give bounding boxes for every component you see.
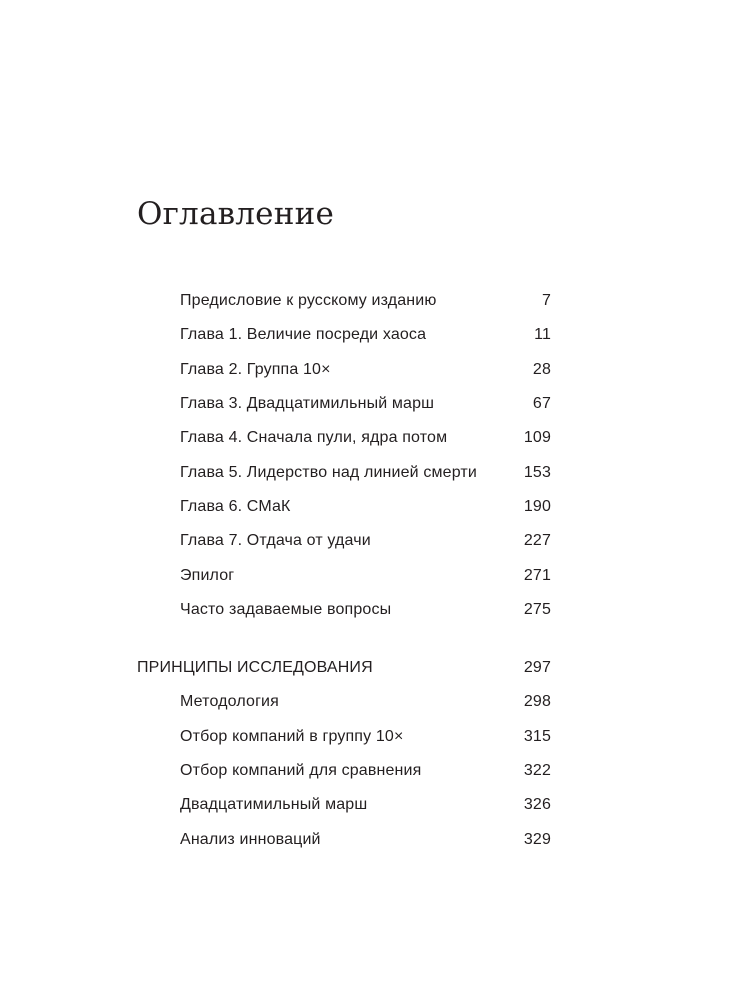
toc-entry-label: Глава 7. Отдача от удачи bbox=[180, 532, 371, 549]
toc-entry-page: 275 bbox=[523, 601, 551, 618]
toc-entry bbox=[180, 323, 551, 347]
toc-entry bbox=[180, 426, 551, 450]
toc-entry-page: 7 bbox=[541, 292, 551, 309]
toc-section-heading bbox=[137, 656, 551, 680]
toc-subentry-page: 329 bbox=[523, 831, 551, 848]
toc-section-label: ПРИНЦИПЫ ИССЛЕДОВАНИЯ bbox=[137, 659, 373, 676]
toc-entry bbox=[180, 564, 551, 588]
toc-entry-label: Глава 4. Сначала пули, ядра потом bbox=[180, 429, 448, 446]
toc-section-page: 297 bbox=[523, 659, 551, 676]
toc-entry bbox=[180, 461, 551, 485]
toc-entry-page: 153 bbox=[523, 464, 551, 481]
toc-entry-label: Эпилог bbox=[180, 567, 235, 584]
toc-entry-page: 67 bbox=[532, 395, 551, 412]
toc-subentry bbox=[180, 725, 551, 749]
toc-entry-label: Предисловие к русскому изданию bbox=[180, 292, 437, 309]
toc-entry-label: Глава 3. Двадцатимильный марш bbox=[180, 395, 435, 412]
toc-subentry-page: 298 bbox=[523, 693, 551, 710]
toc-subentry-label: Методология bbox=[180, 693, 279, 710]
toc-entry bbox=[180, 392, 551, 416]
toc-entry-page: 11 bbox=[534, 326, 551, 343]
toc-entry-page: 109 bbox=[523, 429, 551, 446]
toc-entry-page: 271 bbox=[523, 567, 551, 584]
toc-entry-label: Глава 5. Лидерство над линией смерти bbox=[180, 464, 477, 481]
toc-entry-page: 190 bbox=[523, 498, 551, 515]
toc-entry bbox=[180, 529, 551, 553]
toc-subentry bbox=[180, 759, 551, 783]
toc-entry-label: Часто задаваемые вопросы bbox=[180, 601, 392, 618]
toc-entry-label: Глава 6. СМаК bbox=[180, 498, 291, 515]
toc-entry-label: Глава 1. Величие посреди хаоса bbox=[180, 326, 427, 343]
toc-entry-page: 28 bbox=[532, 361, 551, 378]
toc-entry bbox=[180, 358, 551, 382]
toc-entry-label: Глава 2. Группа 10× bbox=[180, 361, 331, 378]
toc-subentry bbox=[180, 793, 551, 817]
toc-subentry-page: 315 bbox=[523, 728, 551, 745]
toc-entry bbox=[180, 598, 551, 622]
toc-subentry-label: Анализ инноваций bbox=[180, 831, 321, 848]
toc-subentry bbox=[180, 828, 551, 852]
toc-entry bbox=[180, 289, 551, 313]
toc-subentry-label: Отбор компаний для сравнения bbox=[180, 762, 422, 779]
toc-subentry-page: 326 bbox=[523, 796, 551, 813]
toc-subentry-label: Двадцатимильный марш bbox=[180, 796, 368, 813]
toc-subentry bbox=[180, 690, 551, 714]
toc-subentry-label: Отбор компаний в группу 10× bbox=[180, 728, 404, 745]
page-title: Оглавление bbox=[137, 196, 334, 232]
toc-entry bbox=[180, 495, 551, 519]
toc-entry-page: 227 bbox=[523, 532, 551, 549]
toc-subentry-page: 322 bbox=[523, 762, 551, 779]
